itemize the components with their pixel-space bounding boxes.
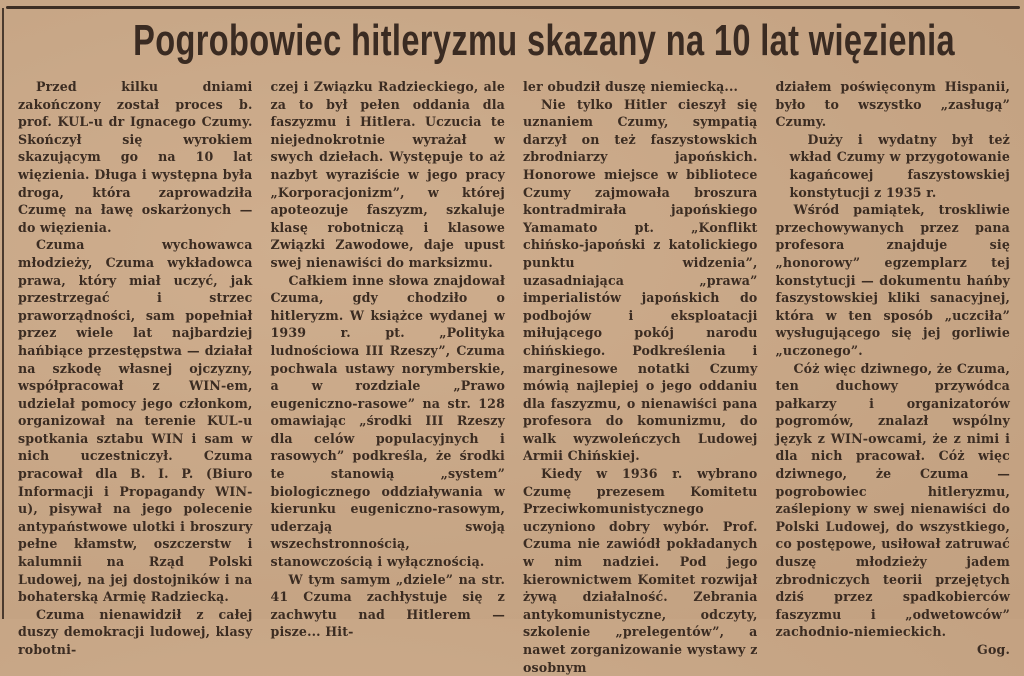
paragraph: Kiedy w 1936 r. wybrano Czumę prezesem Komitetu Przeciwkomunistycznego uczyniono dobry wybór. Prof. Czuma nie zawiódł pokładanych w nim nadziei. Pod jego kierownictwem Komitet rozwijał żywą działalność. Zebrania antykomunistyczne, odczyty, szkolenie „prelegentów”, a nawet zorganizowanie wystawy z osobnym — [523, 466, 758, 675]
article-body — [18, 78, 1010, 675]
paragraph-continued: działem poświęconym Hispanii, było to wszystko „zasługą” Czumy. — [775, 79, 1010, 130]
paragraph: Czuma nienawidził z całej duszy demokracji ludowej, klasy robotni- — [18, 606, 253, 657]
author-signature: Gog. — [977, 642, 1010, 657]
paragraph-continued: czej i Związku Radzieckiego, ale za to był pełen oddania dla faszyzmu i Hitlera. Uczucia te niejednokrotnie wyrażał w swych dziełach. Występuje to aż nazbyt wyraziście w jego pracy „Korporacjonizm”, w której apoteozuje faszyzm, szkaluje klasę robotniczą i klasowe Związki Zawodowe, daje upust swej nienawiści do marksizmu. — [270, 79, 505, 270]
paragraph: W tym samym „dziele” na str. 41 Czuma zachłystuje się z zachwytu nad Hitlerem — pisze... Hit- — [270, 571, 505, 640]
paragraph-continued: ler obudził duszę niemiecką... — [523, 79, 739, 94]
paragraph: Przed kilku dniami zakończony został proces b. prof. KUL-u dr Ignacego Czumy. Skończył się wyrokiem skazującym go na 10 lat więzienia. Długa i występna była droga, która zaprowadziła Czumę na ławę oskarżonych — do więzienia. — [18, 79, 253, 235]
paragraph: Cóż więc dziwnego, że Czuma, ten duchowy przywódca pałkarzy i organizatorów pogromów, znalazł wspólny język z WIN-owcami, że z nimi i dla nich pracował. Cóż więc dziwnego, że Czuma — pogrobowiec hitleryzmu, zaślepiony w swej nienawiści do Polski Ludowej, do wszystkiego, co postępowe, usiłował zatruwać duszę młodzieży jadem zbrodniczych teorii przejętych dziś przez spadkobierców faszyzmu i „odwetowców” zachodnio-niemieckich. — [775, 360, 1010, 640]
paragraph: Całkiem inne słowa znajdował Czuma, gdy chodziło o hitleryzm. W książce wydanej w 1939 r. pt. „Polityka ludnościowa III Rzeszy”, Czuma pochwala ustawy norymberskie, a w rozdziale „Prawo eugeniczno-rasowe” na str. 128 omawiając „środki III Rzeszy dla celów populacyjnych i rasowych” podkreśla, że środki te stanowią „system” biologicznego oddziaływania w kierunku eugeniczno-rasowym, uderzają swoją wszechstronnością, stanowczością i wyłącznością. — [270, 272, 505, 570]
left-margin-rule — [2, 8, 4, 619]
column-4 — [775, 78, 1011, 657]
paragraph: Czuma wychowawca młodzieży, Czuma wykładowca prawa, który miał uczyć, jak przestrzegać i strzec praworządności, sam popełniał przez wiele lat najbardziej hańbiące przestępstwa — działał na szkodę własnej ojczyzny, współpracował z WIN-em, udzielał pomocy jego członkom, organizował na terenie KUL-u spotkania sztabu WIN i sam w nich uczestniczył. Czuma pracował dla B. I. P. (Biuro Informacji i Propagandy WIN-u), pisywał na jego polecenie antypaństwowe ulotki i broszury pełne kłamstw, oszczerstw i kalumnii na Rząd Polski Ludowej, na jej dostojników i na bohaterską Armię Radziecką. — [18, 237, 253, 605]
column-1 — [18, 78, 253, 657]
paragraph: Nie tylko Hitler cieszył się uznaniem Czumy, sympatią darzył on też faszystowskich zbrodniarzy japońskich. Honorowe miejsce w bibliotece Czumy zajmowała broszura kontradmirała japońskiego Yamamato pt. „Konflikt chińsko-japoński z katolickiego punktu widzenia”, uzasadniająca „prawa” imperialistów japońskich do podbojów i eksploatacji miłującego pokój narodu chińskiego. Podkreślenia i marginesowe notatki Czumy mówią najlepiej o jego oddaniu dla faszyzmu, o nienawiści pana profesora do komunizmu, do walk wyzwoleńczych Ludowej Armii Chińskiej. — [523, 96, 758, 464]
headline: Pogrobowiec hitleryzmu skazany na 10 lat więzienia — [133, 16, 956, 65]
paragraph: Wśród pamiątek, troskliwie przechowywanych przez pana profesora znajduje się „honorowy” egzemplarz tej konstytucji — dokumentu hańby faszystowskiej kliki sanacyjnej, która w ten sposób „uczciła” wysługującego się jej gorliwie „uczonego”. — [775, 202, 1010, 358]
top-rule — [6, 6, 1020, 9]
column-2 — [270, 78, 506, 640]
paragraph: Duży i wydatny był też wkład Czumy w przygotowanie kagańcowej faszystowskiej konstytucji z 1935 r. — [789, 131, 1010, 200]
column-3 — [523, 78, 758, 675]
